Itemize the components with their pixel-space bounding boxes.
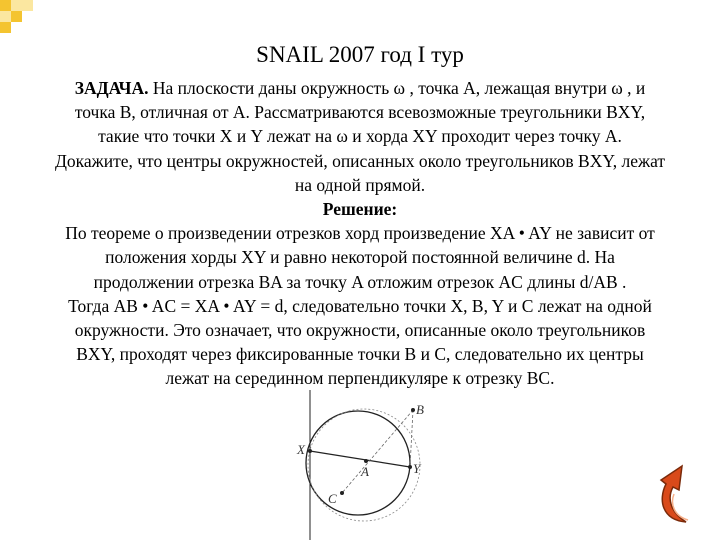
solution-label: Решение: — [322, 199, 398, 220]
solution-line-5: окружности. Это означает, что окружности, описанные около треугольников — [74, 320, 646, 341]
problem-line-2: точка B, отличная от A. Рассматриваются всевозможные треугольники BXY, — [74, 102, 646, 123]
point-a — [364, 459, 368, 463]
point-y — [408, 465, 412, 469]
solution-line-3: продолжении отрезка BA за точку A отложим отрезок AC длины d/AB . — [93, 271, 627, 292]
slide-body — [4, 76, 716, 391]
problem-line-3: такие что точки X и Y лежат на ω и хорда XY проходит через точку A. — [98, 126, 622, 147]
geometry-figure — [290, 385, 440, 540]
label-x: X — [297, 442, 305, 457]
circle-omega — [306, 411, 410, 515]
chord-xy — [310, 451, 410, 467]
segment-bc — [342, 410, 413, 493]
solution-line-1: По теореме о произведении отрезков хорд произведение XA • AY не зависит от — [65, 223, 655, 244]
label-c: C — [328, 491, 337, 506]
point-c — [340, 491, 344, 495]
solution-line-2: положения хорды XY и равно некоторой постоянной величине d. На — [105, 247, 615, 268]
corner-decoration — [0, 0, 40, 40]
problem-line-1: ЗАДАЧА. На плоскости даны окружность ω , точка A, лежащая внутри ω , и — [74, 78, 646, 98]
slide-title: SNAIL 2007 год I тур — [256, 42, 464, 67]
point-x — [308, 449, 312, 453]
solution-line-7: лежат на серединном перпендикуляре к отрезку BC. — [165, 368, 555, 389]
problem-line-5: на одной прямой. — [294, 174, 426, 195]
solution-line-6: BXY, проходят через фиксированные точки B и C, следовательно их центры — [76, 344, 644, 365]
label-a: A — [361, 464, 369, 479]
solution-line-4: Тогда AB • AC = XA • AY = d, следовательно точки X, B, Y и C лежат на одной — [68, 295, 652, 316]
label-b: B — [416, 402, 424, 417]
problem-line-4: Докажите, что центры окружностей, описанных около треугольников BXY, лежат — [54, 150, 666, 171]
point-b — [411, 408, 415, 412]
problem-label: ЗАДАЧА. — [74, 78, 149, 98]
curved-return-arrow-icon[interactable] — [652, 460, 706, 526]
label-y: Y — [413, 461, 421, 476]
